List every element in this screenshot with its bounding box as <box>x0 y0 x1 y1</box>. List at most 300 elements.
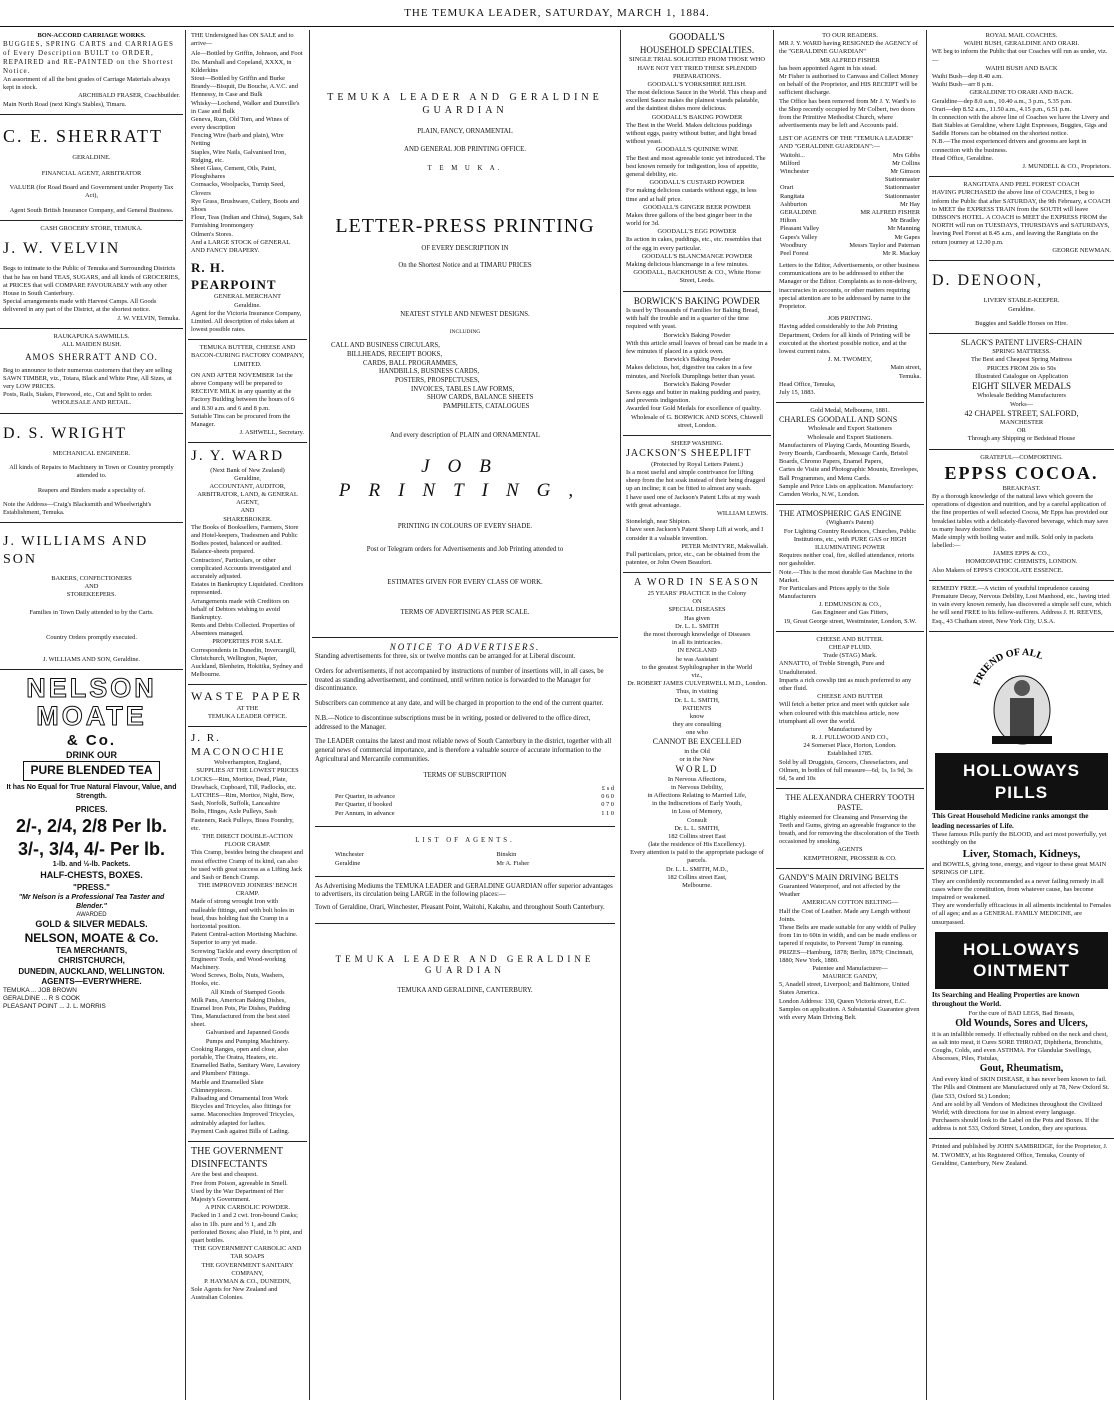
ad-line: in the Old <box>684 747 710 755</box>
masthead: THE TEMUKA LEADER, SATURDAY, MARCH 1, 1884. <box>0 0 1114 27</box>
printing-list <box>315 342 615 412</box>
ad-line: Sold by all Druggists, Grocers, Cheesefactors, and Oilmen, in bottles of full measure—6d, 1s, 1s 9d, 3s 6d, 5s and 10s <box>779 758 913 783</box>
ad-line: Full particulars, price, etc., can be obtained from the patentee, or John Owen Beaufort. <box>626 550 760 567</box>
ad-line: The Best in the World. Makes delicious puddings without eggs, pastry without butter, and light bread without yeast. <box>626 121 757 146</box>
ad-line: Stout—Bottled by Griffin and Burke <box>191 74 285 82</box>
ad-goodall <box>623 30 771 289</box>
ad-line: The Best and most agreeable tonic yet introduced. The best known remedy for indigestion, loss of appetite, general debility, etc. <box>626 154 766 178</box>
ad-brand: MOATE <box>36 701 147 732</box>
ad-line: GOODALL'S EGG POWDER <box>657 228 737 236</box>
ad-line: Packed in 1 and 2 cwt. Iron-bound Casks; also in 1lb. pure and ½ 1, and 2lb perforated Boxes; also Fluid, in ½ pint, and quart bottles. <box>191 1212 303 1244</box>
ad-brand: & Co. <box>66 731 117 749</box>
ad-line: Patentee and Manufacturer— <box>812 964 888 972</box>
ad-line: Flour, Teas (Indian and China), Sugars, Salt <box>191 214 303 222</box>
agent-name: Mr R. Mackay <box>882 249 920 257</box>
agent-place: Rangitata <box>780 192 805 200</box>
ad-line: J. Y. WARD <box>191 448 285 465</box>
ad-title: D. DENOON, <box>932 271 1044 289</box>
ad-line: 19, Great George street, Westminster, London, S.W. <box>783 617 917 625</box>
ad-heading: RAUKAPUKA SAWMILLS. <box>53 332 130 340</box>
notice-paragraph: Standing advertisements for three, six or twelve months can be arranged for at Liberal discount. <box>315 653 576 661</box>
ad-line: J. EDMUNSON & CO., <box>818 601 882 609</box>
agent-place: Pleasant Valley <box>780 225 820 233</box>
agent-name: Stationmaster <box>884 184 920 192</box>
agent-name: Stationmaster <box>884 176 920 184</box>
ad-line: Pumps and Pumping Machinery. <box>205 1037 290 1045</box>
ad-line: Orari—dep 8.52 a.m., 11.50 a.m., 4.15 p.m., 6.51 p.m. <box>932 105 1072 113</box>
ad-line: Wholesale Bedding Manufacturers <box>976 392 1067 400</box>
ad-body: Agent South British Insurance Company, and General Business. <box>9 206 174 214</box>
ad-line: WORLD <box>675 764 719 775</box>
ad-line: Oilmen's Stores. <box>191 230 233 238</box>
ad-body: Note the Address—Craig's Blacksmith and Wheelwright's Establishment, Temuka. <box>3 500 152 516</box>
ad-line: Wolverhampton, England, <box>213 759 282 767</box>
ad-body: Buggies and Saddle Horses on Hire. <box>975 319 1068 327</box>
ad-nelson-moate <box>0 672 183 1015</box>
ad-raukapuka <box>0 331 183 411</box>
ad-line: GERALDINE TO ORARI AND BACK. <box>969 89 1074 97</box>
ad-borwick <box>623 294 771 433</box>
ad-line: Samples on application. A Substantial Guarantee given with every Main Driving Belt. <box>779 1005 920 1022</box>
ad-line: Manufactured by <box>828 725 872 733</box>
job-printing-heading: JOB PRINTING, <box>338 455 592 501</box>
ad-line: Borwick's Baking Powder <box>663 356 731 364</box>
ad-line: Dr. L. L. SMITH, M.D., <box>666 865 728 873</box>
ad-line: Requires neither coal, fire, skilled attendance, retorts nor gasholder. <box>779 552 915 568</box>
agent-name: Stationmaster <box>884 192 920 200</box>
ad-line: J. MUNDELL & CO., Proprietors. <box>1022 163 1111 170</box>
ad-line: Screwing Tackle and every description of Engineers' Tools, and Wood-working Machinery. <box>191 947 298 971</box>
ad-body: This Great Household Medicine ranks amongst the leading necessaries of Life. <box>932 812 1089 830</box>
imprint: Printed and published by JOHN SAMBRIDGE, for the Proprietor, J. M. TWOMEY, at his Registered Office, Temuka, County of Geraldine, Canterbury, New Zealand. <box>932 1143 1108 1167</box>
office-header: TEMUKA LEADER AND GERALDINE GUARDIAN <box>327 92 603 116</box>
ad-line: Thus, in visiting <box>676 688 718 696</box>
ad-subheading: LIVERY STABLE-KEEPER. <box>983 297 1060 305</box>
ad-line: Gold Medal, Melbourne, 1881. <box>810 407 890 415</box>
ad-line: For Particulars and Prices apply to the Sole Manufacturers <box>779 584 890 601</box>
ad-line: Dr. L. L. SMITH <box>675 622 719 630</box>
ad-line: Cooking Ranges, open and close, also portable, The Oratra, Heaters, etc. <box>191 1045 289 1062</box>
office-line: And every description of PLAIN and ORNAMENTAL <box>390 431 540 439</box>
ad-body: They are confidently recommended as a never failing remedy in all cases where the constitution, from whatever cause, has become impaired or weakened. <box>932 877 1104 901</box>
column-4 <box>623 30 771 1400</box>
subscription-price: 0 6 0 <box>601 793 614 801</box>
ad-address: Main North Road (next King's Stables), Timaru. <box>3 100 127 108</box>
ad-line: Borwick's Baking Powder <box>663 380 731 388</box>
ad-place: GERALDINE. <box>72 153 111 161</box>
ad-line: In Nervous Affections, <box>667 775 727 783</box>
ad-line: The Books of Booksellers, Farmers, Store and Hotel-keepers, Tradesmen and Public Bodies posted, balanced or audited. Balance-sheets prepared. <box>191 523 299 556</box>
ad-subheading: Old Wounds, Sores and Ulcers, <box>955 1017 1088 1029</box>
ad-price-line: 3/-, 3/4, 4/- Per lb. <box>17 838 166 859</box>
agent-name: Mrs Gibbs <box>892 151 920 159</box>
ad-body: AGENTS—EVERYWHERE. <box>41 976 142 986</box>
ad-price-heading: PRICES. <box>75 804 108 814</box>
ad-line: Whisky—Lochend, Walker and Dunville's in Case and Bulk <box>191 99 300 115</box>
office-line: INCLUDING <box>449 329 481 336</box>
ad-line: I have used one of Jackson's Patent Lifts at my wash with great advantage. <box>626 493 761 509</box>
ad-line: CHARLES GOODALL AND SONS <box>779 415 898 425</box>
ad-line: Mr Fisher is authorised to Canvass and Collect Money on behalf of the Proprietor, and HIS RECEIPT will be sufficient discharge. <box>779 72 919 97</box>
ad-body: VALUER (for Road Board and Government under Property Tax Act), <box>9 184 174 200</box>
ad-title: J. WILLIAMS AND SON <box>3 534 149 568</box>
ad-line: Note.—This is the most durable Gas Machine in the Market. <box>779 568 913 584</box>
ad-line: THE GOVERNMENT DISINFECTANTS <box>191 1145 283 1170</box>
ad-line: Stoneleigh, near Shipton. <box>626 518 691 526</box>
ad-body: And are sold by all Vendors of Medicines throughout the Civilized World; with directions for use in almost every language. <box>932 1100 1103 1116</box>
ad-line: Patent Central-action Mortising Machine. Superior to any yet made. <box>191 931 298 947</box>
holloway-pills-banner: HOLLOWAYS PILLS <box>936 754 1107 810</box>
ad-line: Trade (STAG) Mark. <box>823 652 877 660</box>
ad-body: HOMŒOPATHIC CHEMISTS, LONDON. <box>965 558 1078 566</box>
ad-line: Sheet Glass, Cement, Oils, Paint, Ploughshares <box>191 165 276 181</box>
ad-line: THE ATMOSPHERIC GAS ENGINE <box>779 509 902 519</box>
column-rule <box>309 30 310 1400</box>
agent-name: Mr Hay <box>899 200 920 208</box>
ad-body: Families in Town Daily attended to by the Carts. <box>29 609 154 617</box>
ad-disinfectants <box>188 1144 307 1306</box>
ad-ds-wright <box>0 416 183 521</box>
ad-line: N.B.—The most experienced drivers and grooms are kept in connection with the business. <box>932 138 1087 154</box>
column-rule <box>773 30 774 1400</box>
subscription-price: 0 7 0 <box>601 801 614 809</box>
ad-body: Special arrangements made with Harvest Camps. All Goods delivered in any part of the District, at the shortest notice. <box>3 298 157 314</box>
ad-line: in Affections Relating to Married Life, <box>647 791 747 799</box>
ad-cherry-paste <box>776 791 924 866</box>
ad-line: Rents and Debts Collected. Properties of Absentees managed. <box>191 622 296 638</box>
ad-line: GOODALL'S YORKSHIRE RELISH. <box>647 80 747 88</box>
ad-line: in the Indiscretions of Early Youth, <box>652 800 742 808</box>
ad-line: Saves eggs and butter in making pudding and pastry, and prevents indigestion. <box>626 388 761 405</box>
ad-line: THE ALEXANDRA CHERRY TOOTH PASTE. <box>785 793 915 813</box>
ad-line: Milk Pans, American Baking Dishes, Enamel Iron Pots, Pie Dishes, Pudding Tins, Manufactured from the best steel sheet. <box>191 996 291 1029</box>
ad-line: These Belts are made suitable for any width of Pulley from 1in to 60in in width, and can be made endless or tapered if requisite, to Prevent 'Jump' in running. <box>779 923 917 948</box>
ad-line: WAIHI BUSH AND BACK <box>985 64 1058 72</box>
agents-list <box>776 133 924 400</box>
subscription-term: Per Quarter, if booked <box>335 801 392 809</box>
ad-slogan: GRATEFUL—COMFORTING. <box>980 453 1063 461</box>
ad-body: It has No Equal for True Natural Flavour, Value, and Strength. <box>6 783 177 800</box>
ad-signature: J. W. VELVIN, Temuka. <box>117 314 180 322</box>
ad-body: Beg to announce to their numerous customers that they are selling SAWN TIMBER, viz., Totara, Black and White Pine, All Sizes, at very LOW PRICES. <box>3 366 172 390</box>
ad-line: Wholesale of G. BORWICK AND SONS, Chiswell street, London. <box>630 413 764 429</box>
ad-line: IN ENGLAND <box>677 647 717 655</box>
ad-line: And a LARGE STOCK of GENERAL AND FANCY DRAPERY. <box>191 238 290 254</box>
ad-line: J. R. MACONOCHIE <box>191 732 286 759</box>
agent-name: Mr Manning <box>887 225 920 233</box>
ad-subheading: BREAKFAST. <box>1002 484 1041 492</box>
agent-place: Winchester <box>335 851 364 859</box>
ad-line: CHEESE AND BUTTER <box>817 693 883 701</box>
ad-line: Fencing Wire (barb and plain), Wire Netting <box>191 132 284 148</box>
ad-body: "PRESS." <box>73 883 110 893</box>
ad-line: SPECIAL DISEASES <box>668 606 726 614</box>
agent-place: Hilton <box>780 217 797 225</box>
ad-line: GANDY'S MAIN DRIVING BELTS <box>779 872 899 882</box>
ad-agent: TEMUKA ... JOB BROWN <box>3 987 77 995</box>
ad-line: Will fetch a better price and meet with quicker sale when coloured with this matchless article, now triumphant all over the world. <box>779 701 910 725</box>
twomey-signature <box>779 356 921 397</box>
ad-line: (late the residence of His Excellency). <box>648 841 746 849</box>
subscription-term: Per Quarter, in advance <box>335 793 396 801</box>
agents-table <box>779 152 921 258</box>
ad-line: Every attention is paid to the appropriate package of parcels. <box>630 849 764 865</box>
office-line: TERMS OF ADVERTISING AS PER SCALE. <box>400 609 530 617</box>
ad-line: SHAREBROKER. <box>223 515 272 523</box>
column-rule <box>185 30 186 1400</box>
ad-signature: ARCHIBALD FRASER, Coachbuilder. <box>78 92 180 100</box>
ad-line: Wholesale and Export Stationers <box>808 425 892 433</box>
ad-signature: J. ASHWELL, Secretary. <box>239 429 304 437</box>
ad-line: ON <box>692 598 702 606</box>
ad-line: the most thorough knowledge of Diseases <box>643 631 751 639</box>
ad-line: AMERICAN COTTON BELTING— <box>801 899 899 907</box>
ad-line: For making delicious custards without eggs, in less time and at half price. <box>626 187 757 203</box>
ad-line: THE IMPROVED JOINERS' BENCH CRAMP. <box>198 882 297 898</box>
ad-line: LATCHES—Rim, Mortice, Night, Bow, Sash, Norfolk, Suffolk, Lancashire <box>191 792 295 808</box>
agent-place <box>779 176 830 184</box>
ad-line: Has given <box>684 614 710 622</box>
ad-body: AT THE <box>236 704 259 712</box>
notice-paragraph: Subscribers can commence at any date, and will be charged in proportion to the end of the current quarter. <box>315 700 604 708</box>
office-line: PRINTING IN COLOURS OF EVERY SHADE. <box>397 523 533 531</box>
column-2 <box>188 30 307 1400</box>
office-town: T E M U K A. <box>427 164 503 172</box>
ad-body: And every kind of SKIN DISEASE, it has never been known to fail. <box>932 1076 1107 1084</box>
printing-list-item: PAMPHLETS, CATALOGUES <box>443 403 530 411</box>
ad-line: GEORGE NEWMAN. <box>1052 246 1111 254</box>
agent-place: Ashburton <box>780 200 807 208</box>
ad-body: DUNEDIN, AUCKLAND, WELLINGTON. <box>18 966 165 976</box>
ad-line: A PINK CARBOLIC POWDER. <box>205 1204 290 1212</box>
ad-line: Consult <box>687 816 707 824</box>
notice-paragraph: Orders for advertisements, if not accompanied by instructions of number of insertions will, in all cases, be treated as standing advertisement, and continued, until written notice is forwarded to the Manager for discontinuance. <box>315 668 604 693</box>
ad-line: GOODALL'S BAKING POWDER <box>651 113 743 121</box>
ad-holloway <box>929 634 1114 1137</box>
ad-body: GOLD & SILVER MEDALS. <box>35 919 148 930</box>
office-footer: TEMUKA LEADER AND GERALDINE GUARDIAN <box>335 953 595 976</box>
ad-line: PETER McINTYRE, Makwallah. <box>681 542 768 550</box>
ad-leader-printing <box>312 30 618 621</box>
ad-slogan: DRINK OUR <box>66 749 117 760</box>
ad-line: P. HAYMAN & CO., DUNEDIN, <box>204 1277 291 1285</box>
ad-line: Is used by Thousands of Families for Baking Bread, with half the trouble and in a quarter of the time required with yeast. <box>626 307 760 331</box>
ad-body: and BOWELS, giving tone, energy, and vigour to these great MAIN SPRINGS OF LIFE. <box>932 861 1107 877</box>
printing-list-item: INVOICES, TABLES LAW FORMS, <box>411 385 515 393</box>
column-6 <box>929 30 1114 1400</box>
ad-line: they are consulting <box>672 721 722 729</box>
ad-subheading: GENERAL MERCHANT <box>213 293 282 301</box>
ad-gandy-belts <box>776 871 924 1025</box>
ad-line: WAIHI BUSH, GERALDINE AND ORARI. <box>963 40 1080 48</box>
column-1 <box>0 30 183 1400</box>
ad-line: Contractors', Particulars, or other complicated Accounts investigated and accurately adjusted. <box>191 556 291 580</box>
ad-line: Marble and Enamelled Slate Chimneypieces. <box>191 1078 264 1094</box>
ad-body: Agent for the Victoria Insurance Company, Limited. All description of risks taken at lowest possible rates. <box>191 309 302 334</box>
ad-line: 25 YEARS' PRACTICE in the Colony <box>647 590 747 598</box>
ad-rangitata-coach <box>929 179 1114 258</box>
ad-line: Ale—Bottled by Griffin, Johnson, and Foot <box>191 50 303 58</box>
ad-line: CHEAP FLUID. <box>828 644 872 652</box>
ad-line: 182 Collins street East, <box>667 873 727 881</box>
ad-line: Cartes de Visite and Photographic Mounts, Envelopes, Ball Programmes, and Menu Cards. <box>779 466 919 482</box>
ad-word-in-season <box>623 575 771 893</box>
ad-body: Country Orders promptly executed. <box>46 633 137 641</box>
ad-line: Imparts a rich cowslip tint as much preferred to any other fluid. <box>779 676 912 692</box>
ad-body: TEMUKA LEADER OFFICE. <box>208 712 287 720</box>
ad-line: Galvanised and Japanned Goods <box>205 1029 290 1037</box>
ad-line: THE Undersigned has ON SALE and to arrive— <box>191 32 294 48</box>
ad-title: R. H. PEARPOINT <box>191 260 277 292</box>
printing-list-item: BILLHEADS, RECEIPT BOOKS, <box>347 351 443 359</box>
ad-line: know <box>689 712 705 720</box>
ad-line: PRIZES—Hamburg, 1878; Berlin, 1879; Cincinnati, 1880; New York, 1880. <box>779 948 914 964</box>
ad-line: SUPPLIES AT THE LOWEST PRICES <box>196 767 299 775</box>
job-heading: JOB PRINTING. <box>827 315 873 323</box>
ad-line: Geneva, Rum, Old Tom, and Wines of every description <box>191 115 289 132</box>
notice-heading: NOTICE TO ADVERTISERS. <box>389 641 541 652</box>
ad-title: AMOS SHERRATT AND CO. <box>25 352 158 363</box>
ad-line: For Lighting Country Residences, Churches, Public Institutions, etc., with PURE GAS or HIGH ILLUMINATING POWER <box>783 527 917 551</box>
ad-waste-paper <box>188 687 307 724</box>
ad-line: Head Office, Temuka, <box>779 380 836 388</box>
agent-place: Waitohi... <box>780 151 805 159</box>
ad-line: Made of strong wrought Iron with malleable fittings, and with bolt holes in head, thus holding fast the Cramp in a horizontal position. <box>191 898 295 931</box>
ad-line: THE GOVERNMENT CARBOLIC AND TAR SOAPS <box>193 1245 302 1261</box>
subscription-price: 1 1 0 <box>601 809 614 817</box>
ad-line: JACKSON'S SHEEPLIFT <box>626 448 752 460</box>
ad-place: Geraldine. <box>234 301 261 309</box>
ad-line: GOODALL'S QUININE WINE <box>656 146 738 154</box>
column-5 <box>776 30 924 1400</box>
ad-denoon <box>929 263 1114 331</box>
ad-line: Rye Grass, Brushware, Cutlery, Boots and Shoes <box>191 197 299 213</box>
ad-brand: EPPSS COCOA. <box>944 462 1099 483</box>
ad-line: Wholesale and Export Stationers. <box>807 433 893 441</box>
ad-line: PROPERTIES FOR SALE. <box>212 638 283 646</box>
ad-epps-cocoa <box>929 452 1114 578</box>
letterpress-heading: LETTER-PRESS PRINTING <box>335 214 595 237</box>
ad-body: WHOLESALE AND RETAIL. <box>51 399 132 407</box>
agent-name: Messrs Taylor and Pateman <box>849 241 920 249</box>
ad-line: ROYAL MAIL COACHES. <box>985 32 1058 39</box>
ad-heading: TEMUKA BUTTER, CHEESE AND BACON-CURING FACTORY COMPANY, LIMITED. <box>191 344 304 368</box>
ad-line: WE beg to inform the Public that our Coaches will run as under, viz.— <box>932 48 1108 64</box>
ad-line: in Nervous Debility, <box>671 783 723 791</box>
ad-line: Makes three gallons of the best ginger beer in the world for 3d. <box>626 211 753 228</box>
ad-line: Sample and Price Lists on application. Manufactory: Camden Works, N.W., London. <box>779 482 914 498</box>
agent-place: Geraldine <box>335 859 361 867</box>
ad-line: Guaranteed Waterproof, and not affected by the Weather <box>779 883 901 899</box>
ad-line: THE DIRECT DOUBLE-ACTION FLOOR CRAMP. <box>202 832 293 849</box>
ad-signature: J. WILLIAMS AND SON, Geraldine. <box>43 655 140 663</box>
ad-body: Begs to intimate to the Public of Temuka and Surrounding Districts that he has on hand TEAS, SUGARS, and all kinds of GROCERIES, at PRICES that will COMPARE FAVOURABLY with any other House in South Canterbury. <box>3 265 180 297</box>
ad-line: Geraldine—dep 8.0 a.m., 10.40 a.m., 3 p.m., 5.35 p.m. <box>932 97 1072 105</box>
ad-body: Posts, Rails, Stakes, Firewood, etc., Cut and Split to order. <box>3 391 153 399</box>
ad-slack-mattress <box>929 336 1114 447</box>
ad-body: ON AND AFTER NOVEMBER 1st the above Company will be prepared to RECEIVE MILK in any quantity at the Factory Building between the hours of 6 and 8.30 a.m. and 6 and 8 p.m. <box>191 371 295 412</box>
ad-bonaccord <box>0 30 183 112</box>
ad-line: KEMPTHORNE, PROSSER & CO. <box>803 854 897 862</box>
ad-body: Reapers and Binders made a speciality of. <box>37 486 146 494</box>
ad-line: Is a most useful and simple contrivance for lifting sheep from the hot soak instead of their being dragged up an incline; it can be fitted to almost any wash. <box>626 469 765 493</box>
notice-paragraph: As Advertising Mediums the TEMUKA LEADER and GERALDINE GUARDIAN offer superior advantages to advertisers, its circulation being LARGE in the following places:— <box>315 882 613 899</box>
ad-line: CHEESE AND BUTTER. <box>816 635 884 643</box>
ad-sheep-lift <box>623 438 771 570</box>
notice-paragraph: Town of Geraldine, Orari, Winchester, Pleasant Point, Waitohi, Kakahu, and throughout South Canterbury. <box>315 904 605 912</box>
ad-line: SINGLE TRIAL SOLICITED FROM THOSE WHO HAVE NOT YET TRIED THESE SPLENDID PREPARATIONS. <box>629 56 765 80</box>
ad-line: Bicycles and Tricycles, also fittings for same. Maconochies Improved Tricycles, admirably adapted for ladies. <box>191 1103 295 1127</box>
ad-body: CHRISTCHURCH, <box>58 956 125 966</box>
subscription-term: Per Annum, in advance <box>335 809 395 817</box>
ad-line: Waihi Bush—dep 8.40 a.m. <box>932 72 1003 80</box>
subscription-heading: TERMS OF SUBSCRIPTION <box>423 772 507 780</box>
ad-royal-mail <box>929 30 1114 174</box>
ad-subheading: Liver, Stomach, Kidneys, <box>962 848 1081 861</box>
ad-line: to the greatest Syphilographer in the World <box>641 663 753 671</box>
ad-ces-sherratt <box>0 117 183 218</box>
ad-charles-goodall <box>776 405 924 502</box>
office-line: Post or Telegram orders for Advertisements and Job Printing attended to <box>366 545 564 553</box>
job-notice: Having added considerably to the Job Printing Department, Orders for all kinds of Printing will be executed at the shortest possible notice, and at the lowest current rates. <box>779 323 911 355</box>
office-line: NEATEST STYLE AND NEWEST DESIGNS. <box>400 310 530 318</box>
ad-body: it is an infallible remedy. If effectually rubbed on the neck and chest, as salt into meat, it Cures SORE THROAT, Diphtheria, Bronchitis, Coughs, Colds, and even ASTHMA. For Glandular Swellings, Abscesses, Piles, Fistulas, <box>932 1030 1108 1063</box>
ad-product: PURE BLENDED TEA <box>23 761 159 780</box>
ad-line: Manufacturers of Playing Cards, Mounting Boards, Ivory Boards, Cardboards, Message Cards, Bristol Boards, Chromo Papers, Enamel Papers, <box>779 441 911 466</box>
ad-line: Borwick's Baking Powder <box>663 331 731 339</box>
office-line: ESTIMATES GIVEN FOR EVERY CLASS OF WORK. <box>387 578 543 586</box>
ad-heading: CASH GROCERY STORE, TEMUKA. <box>40 224 143 232</box>
ad-line: in Loss of Memory, <box>671 808 723 816</box>
ad-body: HALF-CHESTS, BOXES. <box>40 869 143 880</box>
ad-line: ACCOUNTANT, AUDITOR, ARBITRATOR, LAND, & GENERAL AGENT, <box>197 482 298 507</box>
agent-name: Mr Collins <box>892 159 920 167</box>
ad-line: one who <box>686 729 708 737</box>
ad-line: Established 1785. <box>827 750 873 758</box>
agent-place: Peel Forest <box>780 249 809 257</box>
agent-name: MR ALFRED FISHER <box>860 208 920 216</box>
ad-line: ANNATTO, of Treble Strength, Pure and Unadulterated. <box>779 660 885 676</box>
printing-list-item: POSTERS, PROSPECTUSES, <box>395 377 480 385</box>
ad-line: THE GOVERNMENT SANITARY COMPANY, <box>201 1261 294 1277</box>
ad-line: GOODALL, BACKHOUSE & CO., White Horse Street, Leeds. <box>633 269 761 285</box>
letters-notice: Letters to the Editor, Advertisements, or other business communications are to be addressed to either the Manager or the Editor. Complaints as to non-delivery, inaccuracies in accounts, or other matters requiring special attention are to be addressed by name to the Proprietor. <box>779 262 920 310</box>
ad-line: (Next Bank of New Zealand) <box>210 466 285 474</box>
agents-table <box>315 851 615 867</box>
ad-line: Wood Screws, Bolts, Nuts, Washers, Hooks, etc. <box>191 972 285 988</box>
ad-line: With this article small loaves of bread can be made in a few minutes if placed in a quick oven. <box>626 339 768 356</box>
ad-gas-engine <box>776 507 924 629</box>
ad-rh-pearpoint <box>188 258 307 337</box>
ad-line: All Kinds of Stamped Goods <box>210 988 285 996</box>
ad-body: TEA MERCHANTS, <box>55 946 128 956</box>
ad-line: J. M. TWOMEY, <box>828 356 872 364</box>
notice-paragraph: N.B.—Notice to discontinue subscriptions must be in writing, posted or delivered to the office direct, addressed to the Manager. <box>315 714 591 731</box>
ad-line: MAURICE GANDY, <box>822 973 878 981</box>
ad-temuka-butter <box>188 342 307 440</box>
ad-line: Correspondents in Dunedin, Invercargill, Christchurch, Wellington, Napier, Auckland, Blenheim, Hokitika, Sydney and Melbourne. <box>191 646 303 679</box>
ad-subheading: BAKERS, CONFECTIONERS <box>51 574 132 582</box>
ad-body: Made simply with boiling water and milk. Sold only in packets labelled:— <box>932 533 1094 550</box>
ad-line: Making delicious blancmange in a few minutes. <box>626 261 749 268</box>
ad-brand: NELSON, MOATE & Co. <box>24 930 159 945</box>
ad-body: REMEDY FREE.—A victim of youthful imprudence causing Premature Decay, Nervous Debility, Lost Manhood, etc., having tried in vain every known remedy, has discovered a simple self cure, which he will send FREE to his fellow-sufferers. Address J. H. REEVES, Esq., 43 Chatham street, New York City, U.S.A. <box>932 584 1111 625</box>
ad-line: A WORD IN SEASON <box>634 577 760 589</box>
ad-line: Head Office, Geraldine. <box>932 154 994 162</box>
ad-line: Dr. L. L. SMITH, <box>674 824 720 832</box>
ad-line: SPRING MATTRESS. <box>992 348 1051 356</box>
ad-line: MR ALFRED FISHER <box>820 56 880 64</box>
